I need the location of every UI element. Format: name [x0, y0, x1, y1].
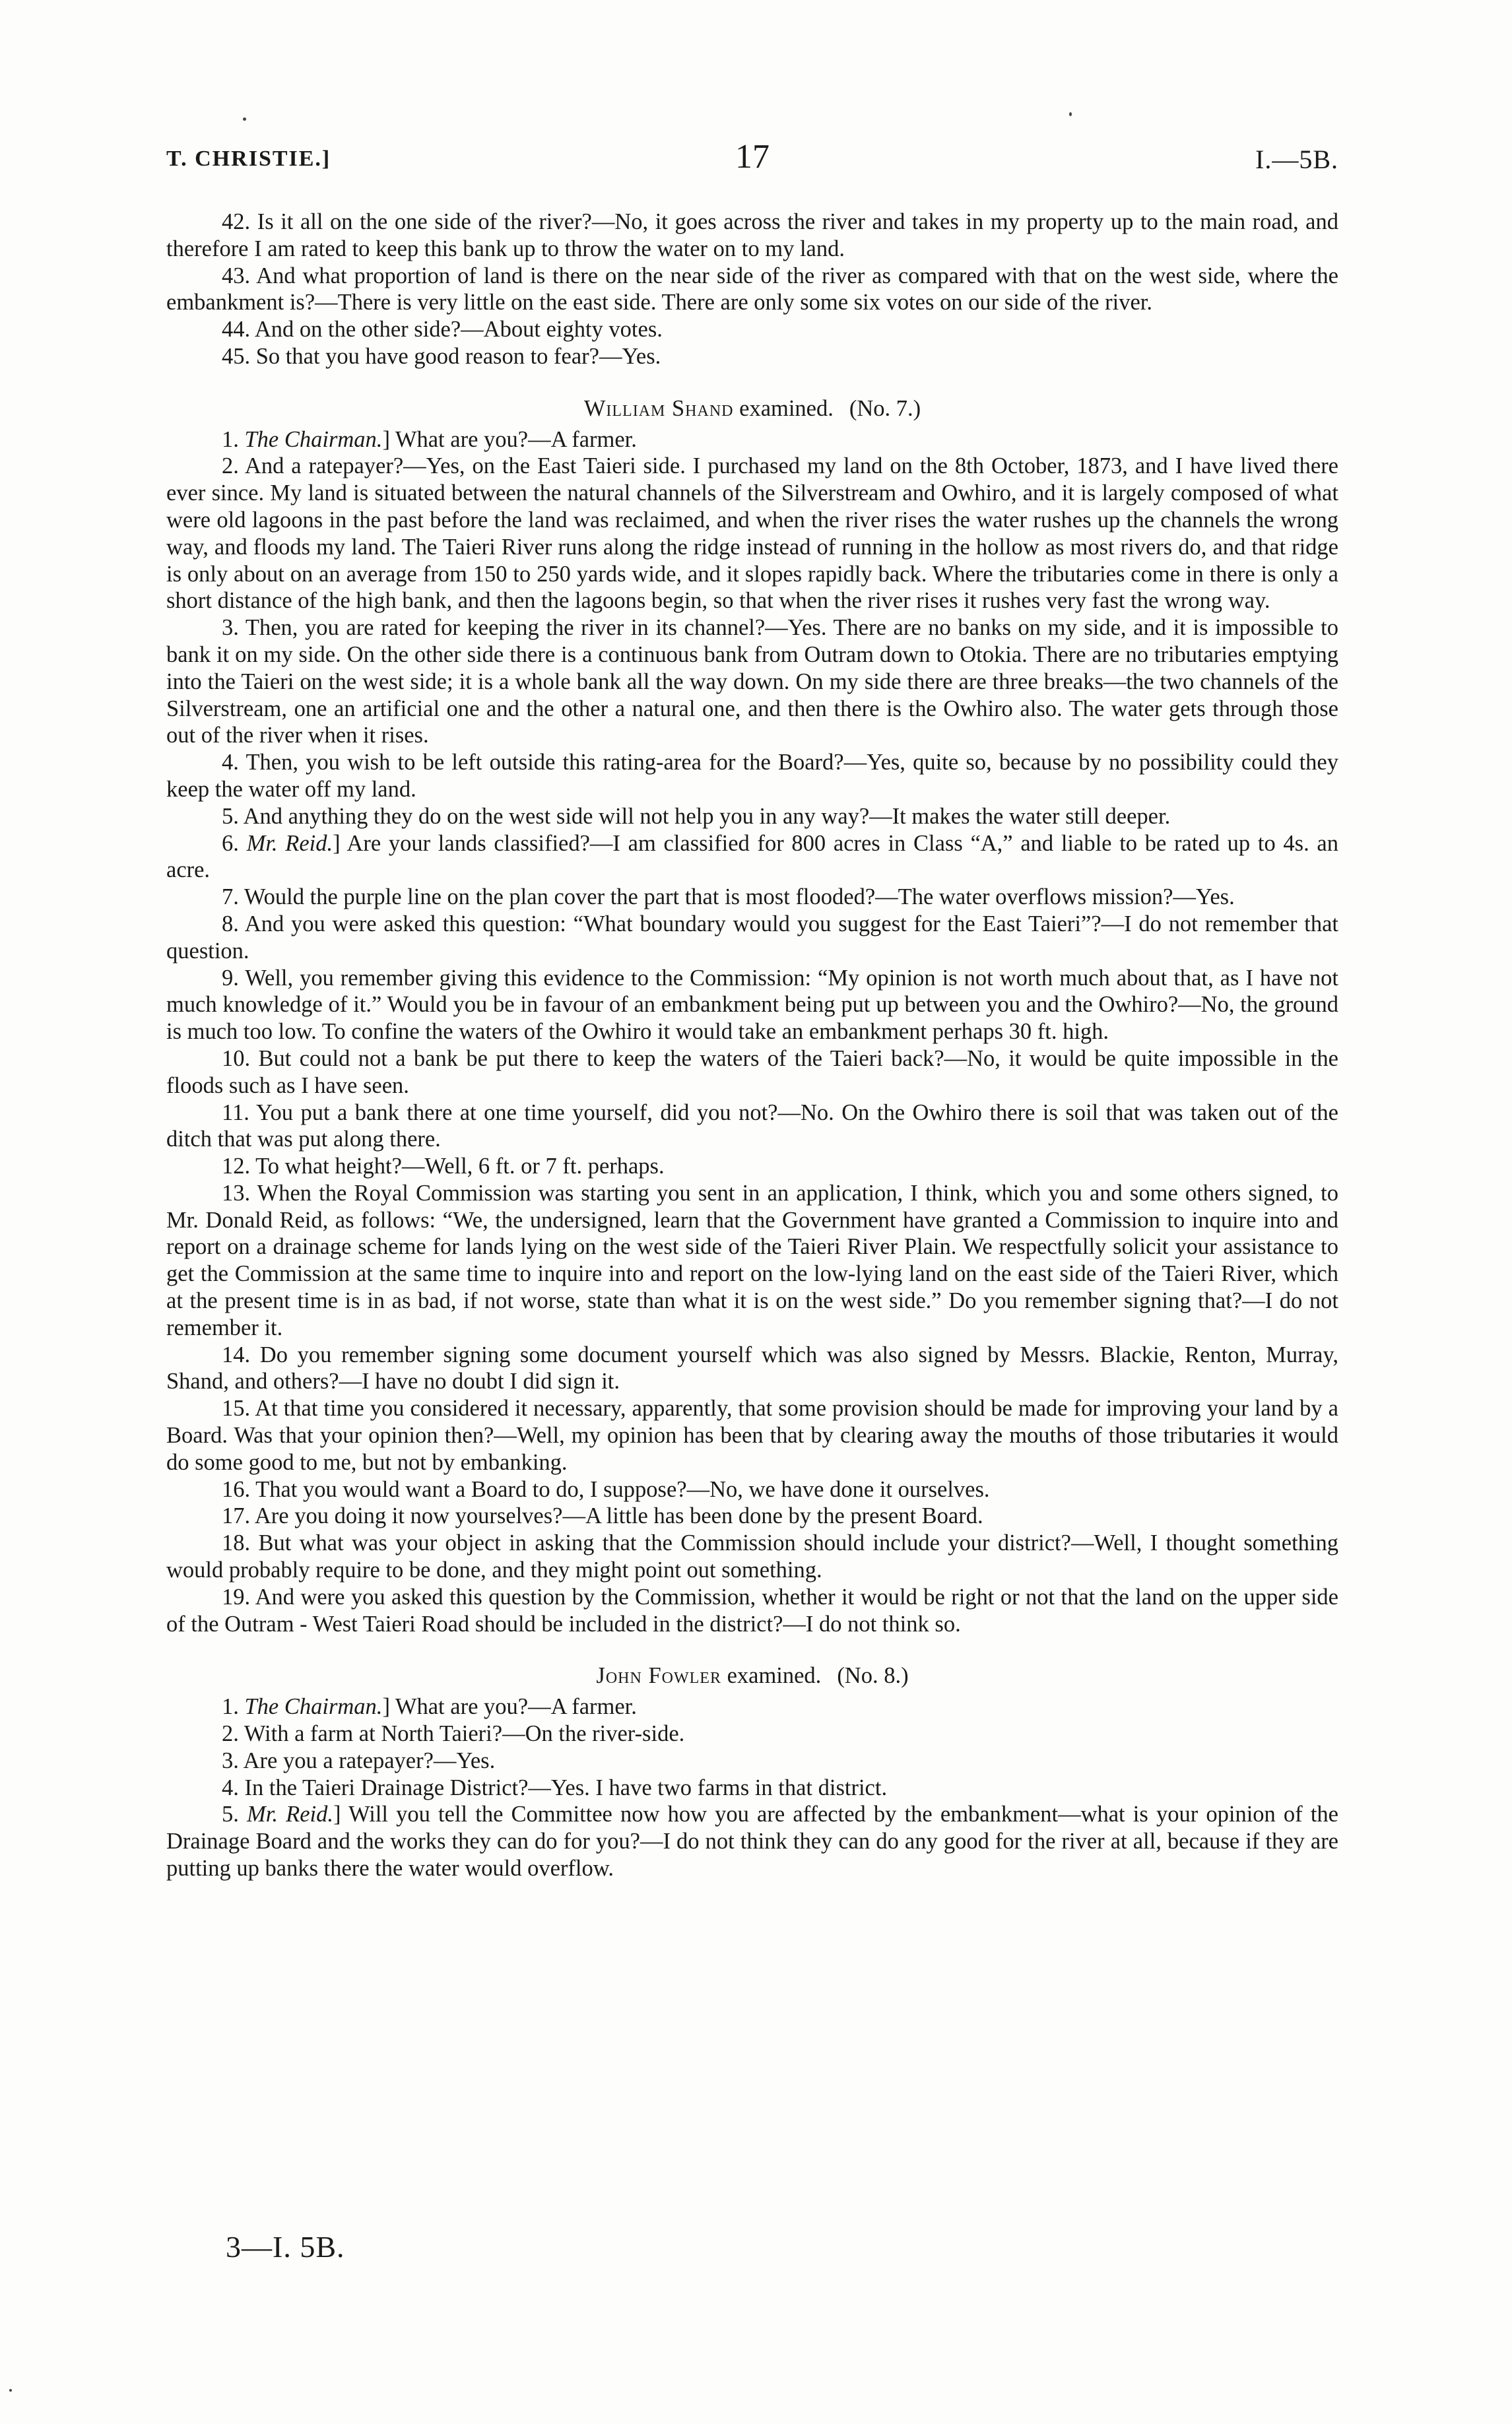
- scan-speck: [243, 117, 246, 121]
- evidence-paragraph: [166, 1180, 1338, 1342]
- paragraph-text: 7. Would the purple line on the plan cover the part that is most flooded?—The water overflows mission?—Yes.: [222, 884, 1235, 910]
- witness-number: (No. 7.): [849, 395, 921, 421]
- header-paper-reference: I.—5B.: [1255, 145, 1338, 174]
- paragraph-text: 2. And a ratepayer?—Yes, on the East Taieri side. I purchased my land on the 8th October, 1873, and I have lived there ever since. My land is situated between the natural channels of the Silverstream and Owhiro, and it is largely composed of what were old lagoons in the past before the land was reclaimed, and when the river rises the water rushes up the channels the wrong way, and floods my land. The Taieri River runs along the ridge instead of running in the hollow as most rivers do, and that ridge is only about on an average from 150 to 250 yards wide, and it slopes rapidly back. Where the tributaries come in there is only a short distance of the high bank, and then the lagoons begin, so that when the river rises it rushes very fast the wrong way.: [166, 453, 1338, 614]
- evidence-body: [166, 209, 1338, 1882]
- paragraph-text: 45. So that you have good reason to fear?—Yes.: [222, 343, 661, 369]
- evidence-paragraph: [166, 1693, 1338, 1720]
- evidence-paragraph: [166, 911, 1338, 965]
- question-number: 5.: [222, 1802, 239, 1827]
- witness-name: William Shand: [583, 395, 734, 421]
- paragraph-text: 5. And anything they do on the west side will not help you in any way?—It makes the water still deeper.: [222, 803, 1171, 829]
- witness-number: (No. 8.): [837, 1663, 909, 1689]
- paragraph-text: 18. But what was your object in asking that the Commission should include your district?—Well, I thought something would probably require to be done, and they might point out something.: [166, 1530, 1338, 1583]
- evidence-paragraph: [166, 1342, 1338, 1396]
- paragraph-text: ] What are you?—A farmer.: [382, 426, 637, 452]
- speaker-name: Mr. Reid.: [247, 1802, 333, 1827]
- paragraph-text: 8. And you were asked this question: “What boundary would you suggest for the East Taieri”?—I do not remember that question.: [166, 911, 1338, 964]
- page-header: [166, 137, 1338, 183]
- evidence-paragraph: [166, 1801, 1338, 1882]
- speaker-name: Mr. Reid.: [246, 830, 333, 856]
- paragraph-text: 12. To what height?—Well, 6 ft. or 7 ft. perhaps.: [222, 1154, 665, 1179]
- evidence-paragraph: [166, 1748, 1338, 1775]
- speaker-name: The Chairman.: [244, 1694, 383, 1720]
- evidence-paragraph: [166, 1099, 1338, 1154]
- evidence-paragraph: [166, 343, 1338, 370]
- paragraph-text: 19. And were you asked this question by the Commission, whether it would be right or not that the land on the upper side of the Outram - West Taieri Road should be included in the district?—I do not think so.: [166, 1584, 1338, 1637]
- evidence-paragraph: [166, 1720, 1338, 1748]
- evidence-paragraph: [166, 316, 1338, 343]
- scan-speck: [9, 2389, 12, 2392]
- paragraph-text: 3. Then, you are rated for keeping the river in its channel?—Yes. There are no banks on my side, and it is impossible to bank it on my side. On the other side there is a continuous bank from Outram down to Otokia. There are no tributaries emptying into the Taieri on the west side; it is a whole bank all the way down. On my side there are three breaks—the two channels of the Silverstream, one an artificial one and the other a natural one, and then there is the Owhiro also. The water gets through those out of the river when it rises.: [166, 615, 1338, 748]
- paragraph-text: 4. Then, you wish to be left outside this rating-area for the Board?—Yes, quite so, because by no possibility could they keep the water off my land.: [166, 750, 1338, 802]
- paragraph-text: 9. Well, you remember giving this evidence to the Commission: “My opinion is not worth much about that, as I have not much knowledge of it.” Would you be in favour of an embankment being put up between you and the Owhiro?—No, the ground is much too low. To confine the waters of the Owhiro it would take an embankment perhaps 30 ft. high.: [166, 965, 1338, 1045]
- evidence-paragraph: [166, 884, 1338, 911]
- speaker-name: The Chairman.: [244, 426, 383, 452]
- paragraph-text: 4. In the Taieri Drainage District?—Yes. I have two farms in that district.: [222, 1775, 888, 1800]
- header-witness-name: T. CHRISTIE.]: [166, 147, 331, 171]
- evidence-paragraph: [166, 1395, 1338, 1476]
- witness-name: John Fowler: [596, 1663, 721, 1689]
- paragraph-text: 10. But could not a bank be put there to keep the waters of the Taieri back?—No, it would be quite impossible in the floods such as I have seen.: [166, 1045, 1338, 1098]
- paragraph-text: 44. And on the other side?—About eighty votes.: [222, 317, 663, 343]
- paragraph-text: ] What are you?—A farmer.: [382, 1694, 637, 1720]
- evidence-paragraph: [166, 426, 1338, 453]
- evidence-paragraph: [166, 453, 1338, 614]
- heading-text: examined.: [727, 1663, 822, 1689]
- evidence-paragraph: [166, 965, 1338, 1045]
- evidence-paragraph: [166, 803, 1338, 830]
- question-number: 1.: [222, 1694, 239, 1720]
- evidence-paragraph: [166, 1153, 1338, 1180]
- paragraph-text: 16. That you would want a Board to do, I suppose?—No, we have done it ourselves.: [222, 1476, 990, 1502]
- evidence-paragraph: [166, 1584, 1338, 1638]
- evidence-paragraph: [166, 209, 1338, 263]
- evidence-paragraph: [166, 1045, 1338, 1099]
- heading-text: examined.: [739, 395, 834, 421]
- question-number: 1.: [222, 426, 239, 452]
- paragraph-text: 15. At that time you considered it necessary, apparently, that some provision should be made for improving your land by a Board. Was that your opinion then?—Well, my opinion has been that by clearing away the mouths of those tributaries it would do some good to me, but not by embanking.: [166, 1396, 1338, 1475]
- question-number: 6.: [222, 830, 239, 856]
- evidence-paragraph: [166, 263, 1338, 317]
- witness-heading: [166, 1662, 1338, 1689]
- signature-mark: 3—I. 5B.: [226, 2230, 345, 2264]
- evidence-paragraph: [166, 1503, 1338, 1530]
- evidence-paragraph: [166, 1775, 1338, 1802]
- paragraph-text: 13. When the Royal Commission was starting you sent in an application, I think, which you and some others signed, to Mr. Donald Reid, as follows: “We, the undersigned, learn that the Government have granted a Commission to inquire into and report on a drainage scheme for lands lying on the west side of the Taieri River Plain. We respectfully solicit your assistance to get the Commission at the same time to inquire into and report on the low-lying land on the east side of the Taieri River, which at the present time is in as bad, if not worse, state than what it is on the west side.” Do you remember signing that?—I do not remember it.: [166, 1180, 1338, 1340]
- witness-heading: [166, 395, 1338, 422]
- evidence-paragraph: [166, 614, 1338, 749]
- paragraph-text: 14. Do you remember signing some document yourself which was also signed by Messrs. Blackie, Renton, Murray, Shand, and others?—I have no doubt I did sign it.: [166, 1342, 1338, 1394]
- paragraph-text: 43. And what proportion of land is there on the near side of the river as compared with that on the west side, where the embankment is?—There is very little on the east side. There are only some six votes on our side of the river.: [166, 263, 1338, 315]
- paragraph-text: 3. Are you a ratepayer?—Yes.: [222, 1748, 496, 1773]
- page-number: 17: [735, 138, 770, 176]
- evidence-paragraph: [166, 749, 1338, 803]
- paragraph-text: 11. You put a bank there at one time yourself, did you not?—No. On the Owhiro there is soil that was taken out of the ditch that was put along there.: [166, 1099, 1338, 1152]
- paragraph-text: 2. With a farm at North Taieri?—On the river-side.: [222, 1721, 685, 1747]
- scan-speck: [1069, 112, 1072, 116]
- evidence-paragraph: [166, 1530, 1338, 1584]
- evidence-paragraph: [166, 1476, 1338, 1503]
- evidence-paragraph: [166, 830, 1338, 884]
- paragraph-text: ] Are your lands classified?—I am classified for 800 acres in Class “A,” and liable to be rated up to 4s. an acre.: [166, 830, 1338, 883]
- paragraph-text: 17. Are you doing it now yourselves?—A little has been done by the present Board.: [222, 1503, 983, 1529]
- paragraph-text: 42. Is it all on the one side of the river?—No, it goes across the river and takes in my property up to the main road, and therefore I am rated to keep this bank up to throw the water on to my land.: [166, 209, 1338, 261]
- paragraph-text: ] Will you tell the Committee now how you are affected by the embankment—what is your opinion of the Drainage Board and the works they can do for you?—I do not think they can do any good for the river at all, because if they are putting up banks there the water would overflow.: [166, 1802, 1338, 1882]
